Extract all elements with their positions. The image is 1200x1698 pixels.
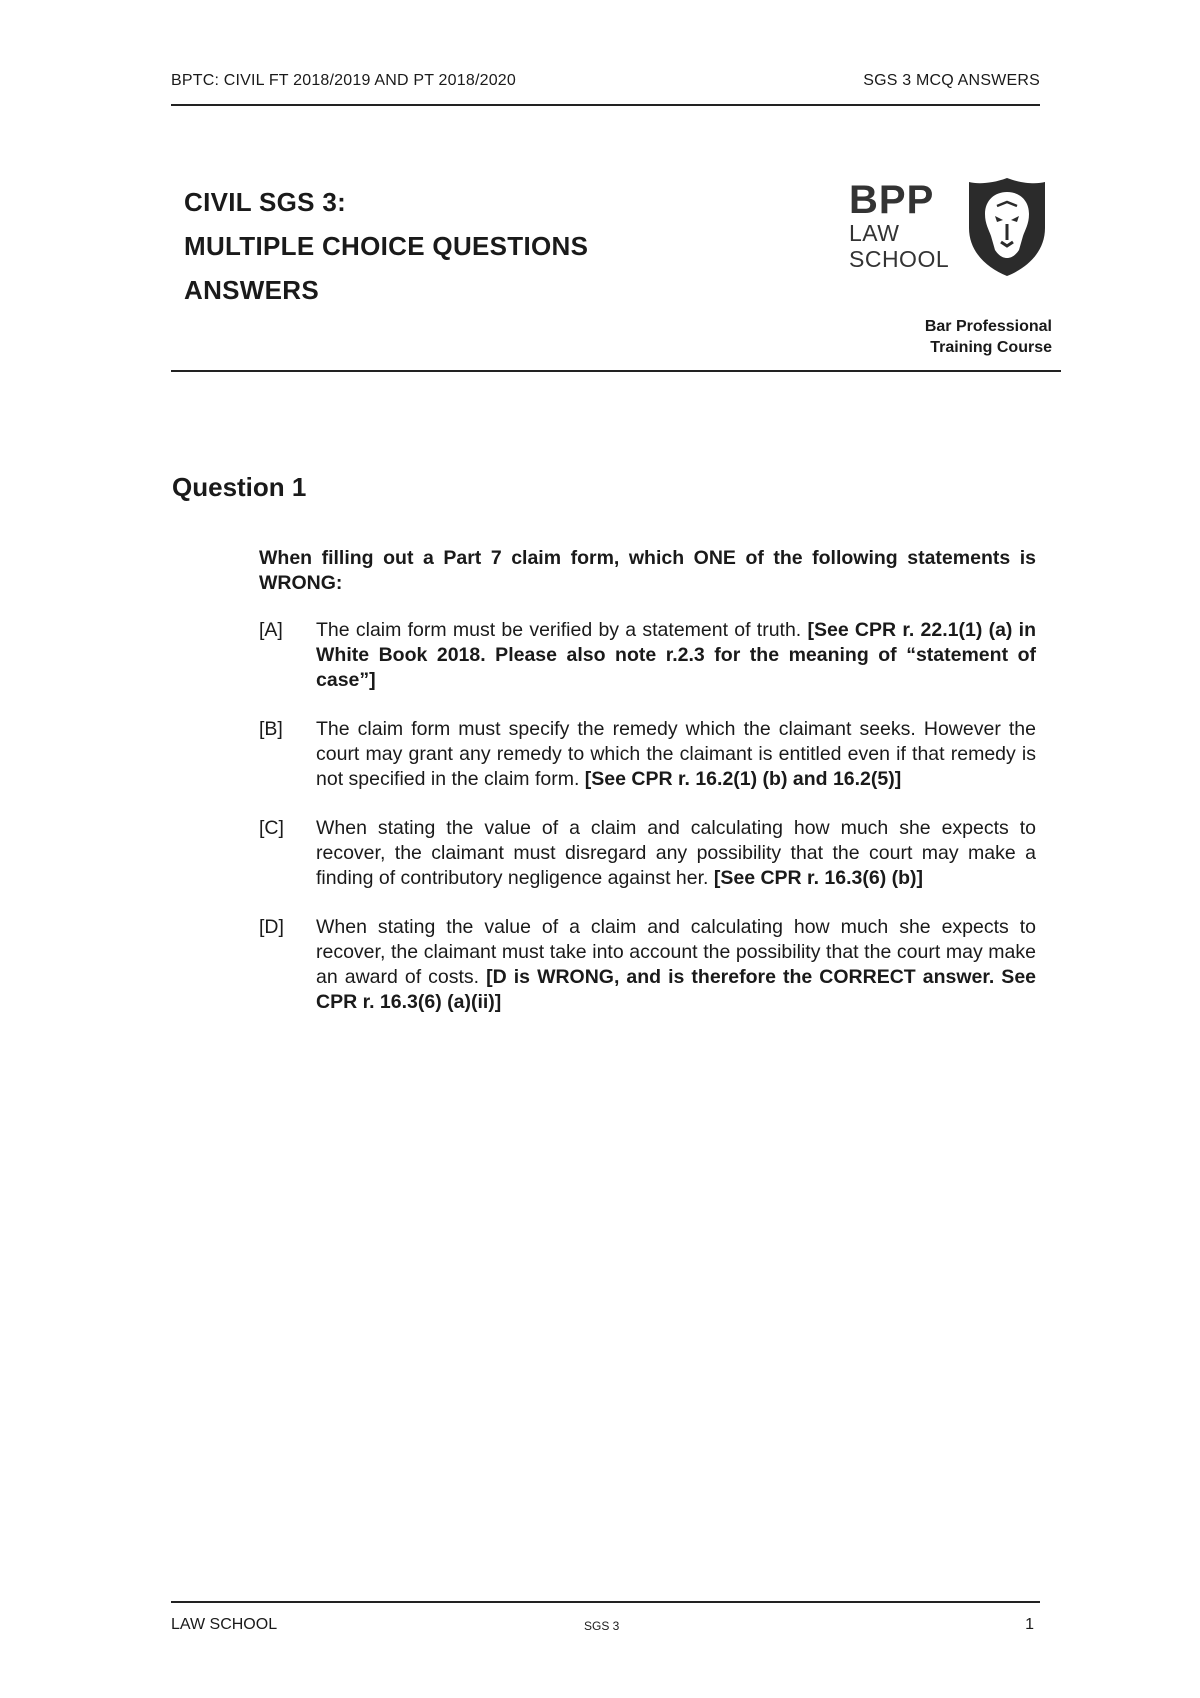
course-name <box>925 316 1052 358</box>
document-title <box>184 180 588 312</box>
page-number: 1 <box>1025 1616 1034 1633</box>
answer-option-c <box>259 816 1036 891</box>
footer-document: SGS 3 <box>584 1619 620 1633</box>
title-line-3: ANSWERS <box>184 275 319 305</box>
logo-school-text: SCHOOL <box>849 246 950 272</box>
question-heading: Question 1 <box>172 472 307 502</box>
option-text <box>316 618 1036 693</box>
title-line-1: CIVIL SGS 3: <box>184 187 347 217</box>
header-document-name: SGS 3 MCQ ANSWERS <box>863 72 1040 89</box>
answer-option-a <box>259 618 1036 693</box>
option-statement: The claim form must be verified by a statement of truth. <box>316 619 808 641</box>
header-course-code: BPTC: CIVIL FT 2018/2019 AND PT 2018/2020 <box>171 72 516 89</box>
option-statement: When stating the value of a claim and calculating how much she expects to recover, the claimant must disregard any possibility that the court may make a finding of contributory negligence against her. <box>316 817 1036 889</box>
logo-wordmark <box>849 180 959 272</box>
header-divider <box>171 104 1040 106</box>
option-letter: [D] <box>259 916 284 938</box>
option-statement: The claim form must specify the remedy which the claimant seeks. However the court may grant any remedy to which the claimant is entitled even if that remedy is not specified in the claim form. <box>316 718 1036 790</box>
answer-option-d <box>259 915 1036 1015</box>
answer-option-b <box>259 717 1036 792</box>
bpp-law-school-logo <box>849 180 1049 285</box>
footer-divider <box>171 1601 1040 1603</box>
course-line-1: Bar Professional <box>924 318 1052 335</box>
lion-shield-icon <box>967 176 1047 278</box>
running-header <box>171 72 1040 90</box>
title-line-2: MULTIPLE CHOICE QUESTIONS <box>184 231 589 261</box>
option-letter: [C] <box>259 817 284 839</box>
course-line-2: Training Course <box>930 339 1052 356</box>
option-text <box>316 717 1036 792</box>
option-reference: [See CPR r. 22.1(1) (a) in White Book 2018. Please also note r.2.3 for the meaning of “statement of case”] <box>316 619 1036 691</box>
title-divider <box>171 370 1061 372</box>
option-text <box>316 816 1036 891</box>
option-letter: [B] <box>259 718 283 740</box>
footer-school: LAW SCHOOL <box>171 1616 278 1633</box>
logo-law-text: LAW <box>849 220 900 246</box>
option-reference: [D is WRONG, and is therefore the CORRECT answer. See CPR r. 16.3(6) (a)(ii)] <box>316 966 1037 1013</box>
question-body <box>259 546 1036 1039</box>
option-letter: [A] <box>259 619 283 641</box>
question-stem: When filling out a Part 7 claim form, which ONE of the following statements is WRONG: <box>259 547 1036 594</box>
option-reference: [See CPR r. 16.2(1) (b) and 16.2(5)] <box>584 768 902 790</box>
option-text <box>316 915 1036 1015</box>
logo-bpp-text: BPP <box>849 178 935 222</box>
option-statement: When stating the value of a claim and calculating how much she expects to recover, the claimant must take into account the possibility that the court may make an award of costs. <box>316 916 1036 988</box>
option-reference: [See CPR r. 16.3(6) (b)] <box>713 867 923 889</box>
